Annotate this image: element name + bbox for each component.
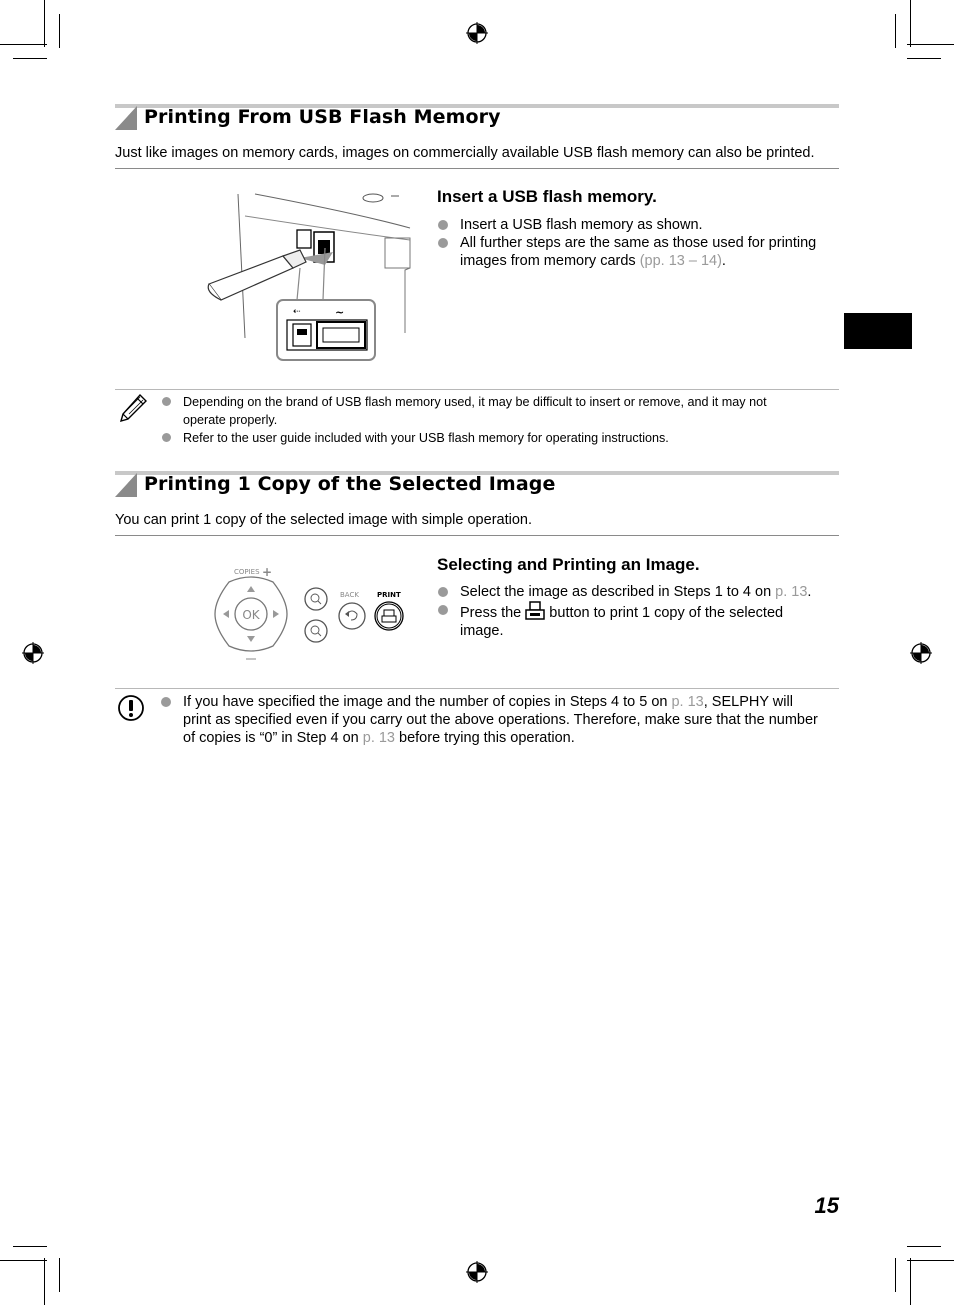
bullet-dot-icon: [438, 238, 448, 248]
bullet-further-steps: All further steps are the same as those used for printing images from memory cards (pp. 13 – 14).: [460, 234, 840, 270]
pencil-note-icon: [118, 393, 148, 423]
caution-exclamation-icon: [117, 694, 145, 722]
ok-label: OK: [242, 608, 260, 622]
section-intro-print-copy: You can print 1 copy of the selected image with simple operation.: [115, 512, 532, 528]
step-title-insert-usb: Insert a USB flash memory.: [437, 187, 657, 206]
section-header-triangle-icon: [115, 473, 137, 497]
usb-insert-illustration: [205, 188, 415, 364]
print-label: PRINT: [377, 591, 401, 599]
bullet-dot-icon: [438, 605, 448, 615]
section-divider: [115, 535, 839, 536]
page-reference-link[interactable]: (pp. 13 – 14): [639, 253, 722, 269]
caution-divider: [115, 688, 839, 689]
bullet-dot-icon: [438, 587, 448, 597]
back-label: BACK: [340, 591, 359, 599]
page-number: 15: [814, 1193, 839, 1218]
copies-label: COPIES: [234, 568, 260, 576]
print-button-icon: [525, 601, 545, 621]
page-reference-link[interactable]: p. 13: [362, 730, 395, 746]
bullet-dot-icon: [438, 220, 448, 230]
bullet-insert-usb: Insert a USB flash memory as shown.: [460, 216, 840, 234]
control-panel-illustration: [205, 562, 415, 666]
page-reference-link[interactable]: p. 13: [671, 694, 704, 710]
registration-mark-icon: [22, 642, 44, 664]
bullet-press-print: Press the button to print 1 copy of the selected image.: [460, 601, 820, 640]
chapter-tab: [844, 313, 912, 349]
bullet-dot-icon: [162, 397, 171, 406]
page-reference-link[interactable]: p. 13: [775, 584, 808, 600]
step-title-select-print: Selecting and Printing an Image.: [437, 555, 700, 574]
section-intro-usb: Just like images on memory cards, images on commercially available USB flash memory can also be printed.: [115, 145, 815, 161]
section-header-triangle-icon: [115, 106, 137, 130]
section-title-print-copy: Printing 1 Copy of the Selected Image: [144, 473, 556, 495]
registration-mark-icon: [910, 642, 932, 664]
bullet-select-image: Select the image as described in Steps 1 to 4 on p. 13.: [460, 583, 840, 601]
note-user-guide: Refer to the user guide included with your USB flash memory for operating instructions.: [183, 429, 803, 447]
svg-text:⇠: ⇠: [293, 307, 301, 317]
section-divider: [115, 168, 839, 169]
registration-mark-icon: [466, 1261, 488, 1283]
svg-text:+: +: [262, 565, 273, 579]
note-divider: [115, 389, 839, 390]
svg-text:~: ~: [335, 306, 345, 319]
section-title-usb: Printing From USB Flash Memory: [144, 106, 501, 128]
note-brand-compat: Depending on the brand of USB flash memory used, it may be difficult to insert or remove, and it may not operate properly.: [183, 393, 803, 429]
bullet-dot-icon: [161, 697, 171, 707]
bullet-dot-icon: [162, 433, 171, 442]
caution-copies-note: If you have specified the image and the number of copies in Steps 4 to 5 on p. 13, SELPHY will print as specified even if you carry out the above operations. Therefore, make sure that the number of copies is “0” in Step 4 on p. 13 before trying this operation.: [183, 693, 823, 747]
registration-mark-icon: [466, 22, 488, 44]
